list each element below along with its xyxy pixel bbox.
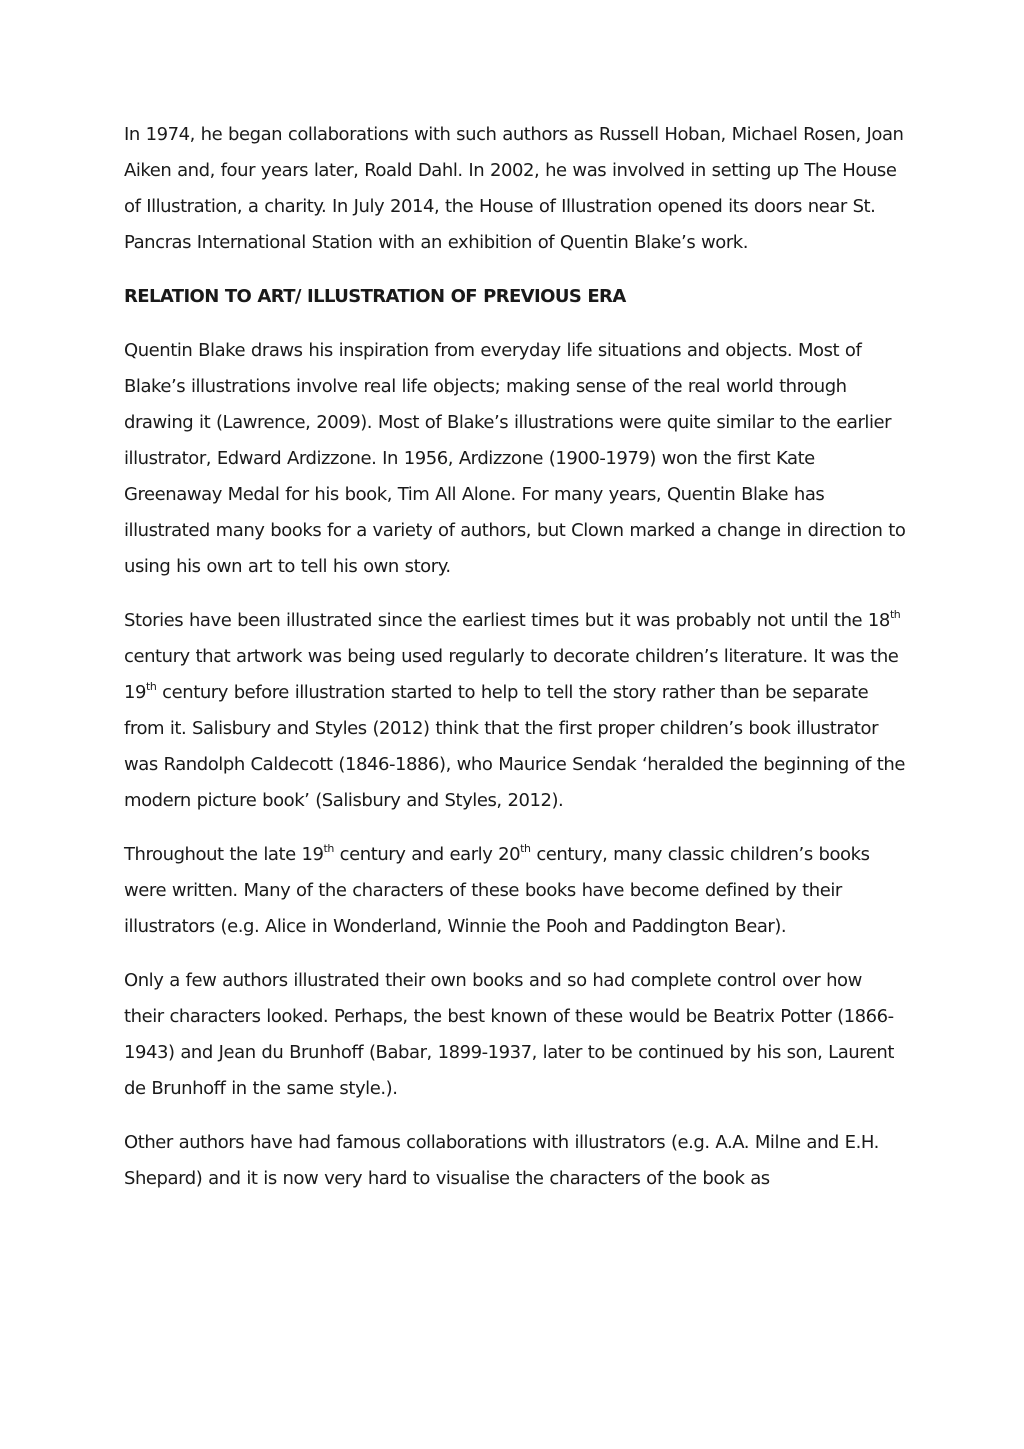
text-run: Throughout the late 19	[124, 844, 324, 865]
text-run: Stories have been illustrated since the earliest times but it was probably not until the 18	[124, 610, 890, 631]
paragraph-author-illustrators: Only a few authors illustrated their own books and so had complete control over how their characters looked. Perhaps, the best known of these would be Beatrix Potter (1866-1943) and Jean du Brunhoff (Babar, 1899-1937, later to be continued by his son, Laurent de Brunhoff in the same style.).	[124, 970, 895, 1099]
ordinal-superscript: th	[889, 608, 901, 621]
section-heading: RELATION TO ART/ ILLUSTRATION OF PREVIOUS ERA	[124, 286, 626, 307]
paragraph-collaborations-illustrators: Other authors have had famous collaborations with illustrators (e.g. A.A. Milne and E.H. Shepard) and it is now very hard to visualise the characters of the book as	[124, 1132, 879, 1189]
document-page	[124, 117, 906, 1215]
ordinal-superscript: th	[146, 680, 157, 693]
text-run: century that artwork was being used regularly to decorate children’s literature. It was the 19	[124, 646, 899, 703]
paragraph-collaborations: In 1974, he began collaborations with such authors as Russell Hoban, Michael Rosen, Joan Aiken and, four years later, Roald Dahl. In 2002, he was involved in setting up The House of Illustration, a charity. In July 2014, the House of Illustration opened its doors near St. Pancras International Station with an exhibition of Quentin Blake’s work.	[124, 124, 904, 253]
ordinal-superscript: th	[520, 842, 531, 855]
text-run: century, many classic children’s books were written. Many of the characters of these books have become defined by their illustrators (e.g. Alice in Wonderland, Winnie the Pooh and Paddington Bear).	[124, 844, 870, 937]
text-run: century and early 20	[333, 844, 521, 865]
paragraph-classics	[124, 837, 906, 945]
text-run: century before illustration started to help to tell the story rather than be separate from it. Salisbury and Styles (2012) think that the first proper children’s book illustrator was Randolph Caldecott (1846-1886), who Maurice Sendak ‘heralded the beginning of the modern picture book’ (Salisbury and Styles, 2012).	[124, 682, 905, 811]
paragraph-inspiration: Quentin Blake draws his inspiration from everyday life situations and objects. Most of Blake’s illustrations involve real life objects; making sense of the real world through drawing it (Lawrence, 2009). Most of Blake’s illustrations were quite similar to the earlier illustrator, Edward Ardizzone. In 1956, Ardizzone (1900-1979) won the first Kate Greenaway Medal for his book, Tim All Alone. For many years, Quentin Blake has illustrated many books for a variety of authors, but Clown marked a change in direction to using his own art to tell his own story.	[124, 340, 906, 577]
paragraph-history	[124, 603, 906, 819]
ordinal-superscript: th	[323, 842, 334, 855]
